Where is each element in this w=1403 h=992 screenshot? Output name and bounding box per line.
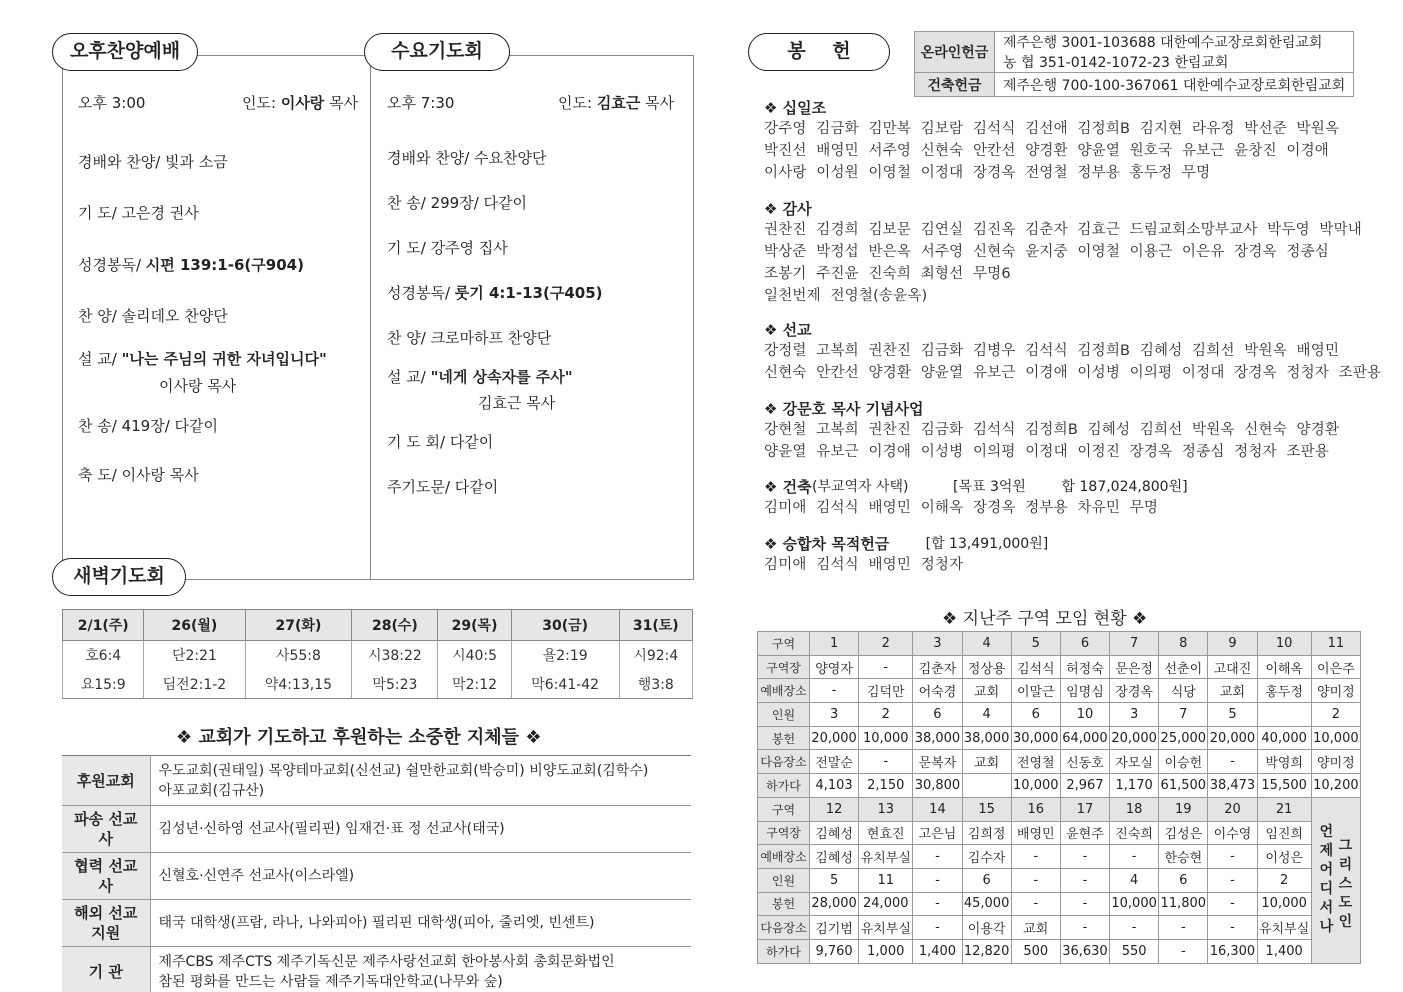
- district-cell: 10,200: [1311, 774, 1360, 798]
- district-cell: 고대진: [1208, 655, 1257, 679]
- offering-donor-line: 양윤열 유보근 이경애 이성병 이의평 이정대 이정진 장경옥 정종심 정청자 조판용: [764, 444, 1330, 460]
- district-cell: -: [1208, 868, 1257, 892]
- offering-donor-line: 김미애 김석식 배영민 정청자: [764, 557, 964, 573]
- district-cell: [1257, 703, 1311, 727]
- offering-donor-line: 강주영 김금화 김만복 김보람 김석식 김선애 김정희B 김지현 라유정 박선준 박원옥: [764, 121, 1340, 137]
- district-cell: 3: [913, 632, 962, 656]
- district-cell: 30,800: [913, 774, 962, 798]
- dawn-verse: 욜2:19: [511, 641, 619, 670]
- offering-donor-line: 조봉기 주진윤 진숙희 최형선 무명6: [764, 266, 1011, 282]
- district-cell: 45,000: [962, 892, 1011, 916]
- missions-label: 기 관: [62, 947, 150, 992]
- offering-donor-line: 박상준 박정섭 반은옥 서주영 신현숙 윤지중 이영철 이용근 이은유 장경옥 정종심: [764, 244, 1330, 260]
- district-cell: 이수영: [1208, 821, 1257, 845]
- afternoon-item: 경배와 찬양/ 빛과 소금: [78, 153, 228, 171]
- offering-accounts: [914, 31, 1354, 97]
- district-cell: 20: [1208, 797, 1257, 821]
- missions-label: 파송 선교사: [62, 806, 150, 853]
- dawn-day: 29(목): [438, 610, 511, 641]
- offering-donor-line: 이사랑 이성원 이영철 이정대 장경옥 전영철 정부용 홍두정 무명: [764, 165, 1211, 181]
- district-cell: 8: [1159, 632, 1208, 656]
- district-cell: 10: [1060, 703, 1109, 727]
- afternoon-sermon-line: 설 교/ "나는 주님의 귀한 자녀입니다": [78, 350, 327, 368]
- district-cell: 10: [1257, 632, 1311, 656]
- offering-donor-list: [764, 118, 1339, 184]
- district-cell: 양영자: [810, 655, 859, 679]
- district-title: ❖ 지난주 구역 모임 현황 ❖: [942, 609, 1148, 629]
- district-cell: 5: [810, 868, 859, 892]
- district-cell: 전영철: [1011, 750, 1060, 774]
- district-row-label: 예배장소: [758, 679, 810, 703]
- district-cell: 김혜성: [810, 821, 859, 845]
- district-cell: 24,000: [859, 892, 913, 916]
- district-cell: 2,150: [859, 774, 913, 798]
- district-cell: 2: [859, 703, 913, 727]
- district-motto-text: 언제어디서나: [1319, 824, 1334, 936]
- district-cell: 이말근: [1011, 679, 1060, 703]
- dawn-verse: 시38:22: [352, 641, 438, 670]
- district-cell: 64,000: [1060, 726, 1109, 750]
- district-cell: 18: [1110, 797, 1159, 821]
- missions-table: [62, 755, 691, 992]
- offering-section-title: ❖ 강문호 목사 기념사업: [764, 400, 924, 418]
- afternoon-scripture-line: 성경봉독/ 시편 139:1-6(구904): [78, 256, 304, 274]
- district-row-label: 구역장: [758, 821, 810, 845]
- district-cell: 20,000: [810, 726, 859, 750]
- district-cell: -: [1060, 892, 1109, 916]
- district-cell: 선춘이: [1159, 655, 1208, 679]
- wednesday-item: 기 도/ 강주영 집사: [387, 239, 508, 257]
- district-cell: 김기범: [810, 916, 859, 940]
- district-cell: 교회: [1011, 916, 1060, 940]
- district-cell: 38,000: [913, 726, 962, 750]
- district-cell: 장경옥: [1110, 679, 1159, 703]
- district-cell: 식당: [1159, 679, 1208, 703]
- district-cell: 이용각: [962, 916, 1011, 940]
- dawn-day: 31(토): [619, 610, 692, 641]
- district-row-label: 다음장소: [758, 750, 810, 774]
- district-row-label: 하가다: [758, 774, 810, 798]
- district-cell: 5: [1208, 703, 1257, 727]
- afternoon-preacher: 이사랑 목사: [159, 377, 237, 395]
- wednesday-title: 수요기도회: [364, 33, 510, 71]
- district-cell: 61,500: [1159, 774, 1208, 798]
- missions-text: 태국 대학생(프람, 라나, 나와피아) 필리핀 대학생(피아, 줄리엣, 빈센트): [150, 900, 691, 947]
- offering-donor-line: 강정렬 고복희 권찬진 김금화 김병우 김석식 김정희B 김혜성 김희선 박원옥 배영민: [764, 343, 1340, 359]
- offering-section-note: [합 13,491,000원]: [890, 536, 1049, 552]
- district-cell: 30,000: [1011, 726, 1060, 750]
- district-cell: 1: [810, 632, 859, 656]
- district-cell: 550: [1110, 939, 1159, 963]
- district-cell: -: [1208, 892, 1257, 916]
- district-cell: 16: [1011, 797, 1060, 821]
- district-cell: -: [1011, 892, 1060, 916]
- dawn-verse: 막6:41-42: [511, 670, 619, 699]
- online-account-2: 농 협 351-0142-1072-23 한림교회: [995, 52, 1354, 73]
- district-cell: 11,800: [1159, 892, 1208, 916]
- district-cell: 2: [859, 632, 913, 656]
- district-row-label: 하가다: [758, 939, 810, 963]
- offering-section-note: (부교역자 사택) [목표 3억원 합 187,024,800원]: [812, 479, 1188, 495]
- district-cell: 임명심: [1060, 679, 1109, 703]
- district-cell: 28,000: [810, 892, 859, 916]
- offering-donor-list: [764, 554, 963, 576]
- district-row-label: 예배장소: [758, 845, 810, 869]
- dawn-verse: 행3:8: [619, 670, 692, 699]
- district-cell: -: [913, 916, 962, 940]
- district-cell: 전말순: [810, 750, 859, 774]
- district-cell: 김혜성: [810, 845, 859, 869]
- district-cell: 김희정: [962, 821, 1011, 845]
- district-cell: 7: [1159, 703, 1208, 727]
- dawn-day: 2/1(주): [63, 610, 144, 641]
- district-cell: 3: [1110, 703, 1159, 727]
- district-cell: 5: [1011, 632, 1060, 656]
- district-cell: 10,000: [1257, 892, 1311, 916]
- wednesday-sermon-title: "네게 상속자를 주사": [430, 368, 573, 386]
- dawn-verse: 딤전2:1-2: [144, 670, 245, 699]
- district-cell: 2: [1311, 703, 1360, 727]
- district-row-label: 봉헌: [758, 726, 810, 750]
- district-row-label: 다음장소: [758, 916, 810, 940]
- district-motto: [1311, 797, 1360, 963]
- district-cell: 10,000: [1311, 726, 1360, 750]
- afternoon-item: 찬 양/ 솔리데오 찬양단: [78, 307, 228, 325]
- offering-section-title: ❖ 승합차 목적헌금: [764, 535, 890, 553]
- services-divider: [370, 55, 371, 580]
- district-cell: 11: [1311, 632, 1360, 656]
- district-cell: 배영민: [1011, 821, 1060, 845]
- district-cell: 20,000: [1110, 726, 1159, 750]
- afternoon-title: 오후찬양예배: [52, 33, 198, 71]
- district-cell: 17: [1060, 797, 1109, 821]
- district-cell: 유치부실: [1257, 916, 1311, 940]
- wednesday-item: 찬 양/ 크로마하프 찬양단: [387, 329, 552, 347]
- district-cell: 고은님: [913, 821, 962, 845]
- district-cell: 12: [810, 797, 859, 821]
- building-account: 제주은행 700-100-367061 대한예수교장로회한림교회: [995, 73, 1354, 97]
- district-cell: 19: [1159, 797, 1208, 821]
- district-row-label: 인원: [758, 868, 810, 892]
- dawn-verse: 요15:9: [63, 670, 144, 699]
- district-cell: 4: [1110, 868, 1159, 892]
- district-cell: 정상용: [962, 655, 1011, 679]
- district-cell: -: [913, 845, 962, 869]
- district-cell: -: [1159, 916, 1208, 940]
- missions-text: 제주CBS 제주CTS 제주기독신문 제주사랑선교회 한아봉사회 총회문화법인 참된 평화를 만드는 사람들 제주기독대안학교(나무와 숲): [150, 947, 691, 992]
- district-cell: -: [1208, 845, 1257, 869]
- afternoon-sermon-title: "나는 주님의 귀한 자녀입니다": [121, 350, 327, 368]
- district-cell: 10,000: [859, 726, 913, 750]
- district-cell: 유치부실: [859, 845, 913, 869]
- district-cell: 양미정: [1311, 679, 1360, 703]
- district-row-label: 구역장: [758, 655, 810, 679]
- district-cell: 2: [1257, 868, 1311, 892]
- district-cell: 6: [1060, 632, 1109, 656]
- dawn-verse: 사55:8: [245, 641, 352, 670]
- district-cell: 어숙경: [913, 679, 962, 703]
- district-cell: -: [1208, 750, 1257, 774]
- district-cell: -: [1110, 845, 1159, 869]
- district-cell: -: [1110, 916, 1159, 940]
- afternoon-scripture: 시편 139:1-6(구904): [145, 256, 304, 274]
- district-cell: 현효진: [859, 821, 913, 845]
- online-account-1: 제주은행 3001-103688 대한예수교장로회한림교회: [995, 32, 1354, 53]
- wednesday-preacher: 김효근 목사: [478, 394, 556, 412]
- district-cell: 15: [962, 797, 1011, 821]
- district-cell: 9,760: [810, 939, 859, 963]
- district-cell: 이은주: [1311, 655, 1360, 679]
- district-cell: 진숙희: [1110, 821, 1159, 845]
- dawn-verse: 막5:23: [352, 670, 438, 699]
- district-cell: 1,000: [859, 939, 913, 963]
- offering-donor-line: 일천번제 전영철(송윤옥): [764, 288, 928, 304]
- district-cell: 4: [962, 632, 1011, 656]
- district-cell: -: [913, 892, 962, 916]
- district-cell: 10,000: [1011, 774, 1060, 798]
- district-cell: 김춘자: [913, 655, 962, 679]
- district-cell: 4: [962, 703, 1011, 727]
- district-cell: 박영희: [1257, 750, 1311, 774]
- dawn-verse: 막2:12: [438, 670, 511, 699]
- district-row-label: 구역: [758, 632, 810, 656]
- district-cell: 9: [1208, 632, 1257, 656]
- district-cell: 1,400: [913, 939, 962, 963]
- district-cell: 문복자: [913, 750, 962, 774]
- district-cell: 7: [1110, 632, 1159, 656]
- offering-donor-line: 신현숙 안칸선 양경환 양윤열 유보근 이경애 이성병 이의평 이정대 장경옥 정청자 조판용: [764, 365, 1382, 381]
- offering-section-note: [890, 533, 1048, 553]
- offering-section-title: ❖ 선교: [764, 321, 812, 339]
- offering-donor-line: 박진선 배영민 서주영 신현숙 안칸선 양경환 양윤열 원호국 유보근 윤창진 이경애: [764, 143, 1330, 159]
- afternoon-item: 기 도/ 고은경 권사: [78, 204, 199, 222]
- district-cell: 윤현주: [1060, 821, 1109, 845]
- district-cell: 교회: [962, 750, 1011, 774]
- wednesday-scripture-line: 성경봉독/ 룻기 4:1-13(구405): [387, 284, 603, 302]
- district-cell: 이성은: [1257, 845, 1311, 869]
- district-cell: 교회: [1208, 679, 1257, 703]
- offering-section-title: ❖ 건축: [764, 478, 812, 496]
- district-cell: 10,000: [1110, 892, 1159, 916]
- district-cell: 1,170: [1110, 774, 1159, 798]
- wednesday-leader: 인도: 김효근 목사: [558, 94, 675, 112]
- district-cell: 11: [859, 868, 913, 892]
- offering-title: 봉 헌: [748, 33, 890, 71]
- dawn-verse: 약4:13,15: [245, 670, 352, 699]
- district-cell: -: [859, 750, 913, 774]
- district-cell: -: [1060, 845, 1109, 869]
- district-cell: 3: [810, 703, 859, 727]
- district-cell: -: [810, 679, 859, 703]
- district-cell: 1,400: [1257, 939, 1311, 963]
- district-cell: 500: [1011, 939, 1060, 963]
- district-cell: -: [1011, 868, 1060, 892]
- district-row-label: 인원: [758, 703, 810, 727]
- offering-donor-list: [764, 497, 1158, 519]
- missions-title: ❖ 교회가 기도하고 후원하는 소중한 지체들 ❖: [176, 727, 542, 748]
- district-cell: 15,500: [1257, 774, 1311, 798]
- wednesday-item: 찬 송/ 299장/ 다같이: [387, 194, 527, 212]
- district-cell: 36,630: [1060, 939, 1109, 963]
- district-cell: 이승헌: [1159, 750, 1208, 774]
- district-cell: 14: [913, 797, 962, 821]
- district-row-label: 봉헌: [758, 892, 810, 916]
- building-offering-label: 건축헌금: [915, 73, 995, 97]
- dawn-verse: 호6:4: [63, 641, 144, 670]
- dawn-day: 26(월): [144, 610, 245, 641]
- offering-section-title: ❖ 십일조: [764, 99, 827, 117]
- district-cell: 38,000: [962, 726, 1011, 750]
- district-cell: 홍두정: [1257, 679, 1311, 703]
- afternoon-time: 오후 3:00: [78, 94, 146, 112]
- wednesday-time: 오후 7:30: [387, 94, 455, 112]
- missions-label: 협력 선교사: [62, 853, 150, 900]
- district-cell: -: [1159, 939, 1208, 963]
- dawn-verse: 시92:4: [619, 641, 692, 670]
- offering-donor-list: [764, 340, 1381, 384]
- district-cell: -: [913, 868, 962, 892]
- district-cell: 문은정: [1110, 655, 1159, 679]
- district-cell: 40,000: [1257, 726, 1311, 750]
- offering-section-title: ❖ 감사: [764, 200, 812, 218]
- district-cell: 김수자: [962, 845, 1011, 869]
- district-cell: 허정숙: [1060, 655, 1109, 679]
- dawn-day: 28(수): [352, 610, 438, 641]
- district-cell: 25,000: [1159, 726, 1208, 750]
- missions-text: 우도교회(권태일) 목양테마교회(신선교) 쉴만한교회(박승미) 비양도교회(김학수) 아포교회(김규산): [150, 756, 691, 806]
- district-cell: 6: [1159, 868, 1208, 892]
- district-cell: 21: [1257, 797, 1311, 821]
- district-cell: 김성은: [1159, 821, 1208, 845]
- district-cell: 6: [913, 703, 962, 727]
- offering-donor-list: [764, 419, 1339, 463]
- district-cell: -: [859, 655, 913, 679]
- afternoon-leader: 인도: 이사랑 목사: [242, 94, 359, 112]
- district-cell: 김석식: [1011, 655, 1060, 679]
- offering-donor-list: [764, 219, 1362, 307]
- district-cell: 13: [859, 797, 913, 821]
- district-cell: 6: [1011, 703, 1060, 727]
- district-cell: 신동호: [1060, 750, 1109, 774]
- dawn-title: 새벽기도회: [52, 558, 186, 596]
- district-cell: 이해옥: [1257, 655, 1311, 679]
- dawn-day: 30(금): [511, 610, 619, 641]
- district-cell: 양미정: [1311, 750, 1360, 774]
- dawn-schedule-table: [62, 609, 693, 699]
- afternoon-item: 축 도/ 이사랑 목사: [78, 466, 199, 484]
- offering-section-note: [812, 476, 1188, 496]
- district-cell: 유치부실: [859, 916, 913, 940]
- district-cell: -: [1060, 868, 1109, 892]
- offering-donor-line: 강현철 고복희 권찬진 김금화 김석식 김정희B 김혜성 김희선 박원옥 신현숙 양경환: [764, 422, 1340, 438]
- dawn-day: 27(화): [245, 610, 352, 641]
- district-cell: 20,000: [1208, 726, 1257, 750]
- district-cell: 12,820: [962, 939, 1011, 963]
- district-cell: 임진희: [1257, 821, 1311, 845]
- dawn-verse: 시40:5: [438, 641, 511, 670]
- afternoon-item: 찬 송/ 419장/ 다같이: [78, 417, 218, 435]
- district-cell: [962, 774, 1011, 798]
- district-cell: 38,473: [1208, 774, 1257, 798]
- wednesday-item: 기 도 회/ 다같이: [387, 433, 494, 451]
- district-row-label: 구역: [758, 797, 810, 821]
- district-cell: 6: [962, 868, 1011, 892]
- wednesday-sermon-line: 설 교/ "네게 상속자를 주사": [387, 368, 573, 386]
- district-cell: 16,300: [1208, 939, 1257, 963]
- missions-text: 신혈호·신연주 선교사(이스라엘): [150, 853, 691, 900]
- district-cell: 교회: [962, 679, 1011, 703]
- district-table: [757, 631, 1361, 964]
- district-cell: 김덕만: [859, 679, 913, 703]
- missions-label: 후원교회: [62, 756, 150, 806]
- district-cell: -: [1011, 845, 1060, 869]
- wednesday-item: 경배와 찬양/ 수요찬양단: [387, 149, 547, 167]
- district-cell: -: [1060, 916, 1109, 940]
- district-cell: 4,103: [810, 774, 859, 798]
- district-cell: 자모실: [1110, 750, 1159, 774]
- district-cell: 한승현: [1159, 845, 1208, 869]
- dawn-verse: 단2:21: [144, 641, 245, 670]
- missions-label: 해외 선교지원: [62, 900, 150, 947]
- wednesday-scripture: 룻기 4:1-13(구405): [454, 284, 603, 302]
- district-cell: -: [1208, 916, 1257, 940]
- wednesday-item: 주기도문/ 다같이: [387, 478, 499, 496]
- offering-donor-line: 김미애 김석식 배영민 이해옥 장경옥 정부용 차유민 무명: [764, 500, 1159, 516]
- district-motto-text: 그리스도인: [1338, 838, 1353, 931]
- missions-text: 김성년·신하영 선교사(필리핀) 임재건·표 정 선교사(태국): [150, 806, 691, 853]
- online-offering-label: 온라인헌금: [915, 32, 995, 73]
- district-cell: 2,967: [1060, 774, 1109, 798]
- offering-donor-line: 권찬진 김경희 김보문 김연실 김진옥 김춘자 김효근 드림교회소망부교사 박두영 박막내: [764, 222, 1363, 238]
